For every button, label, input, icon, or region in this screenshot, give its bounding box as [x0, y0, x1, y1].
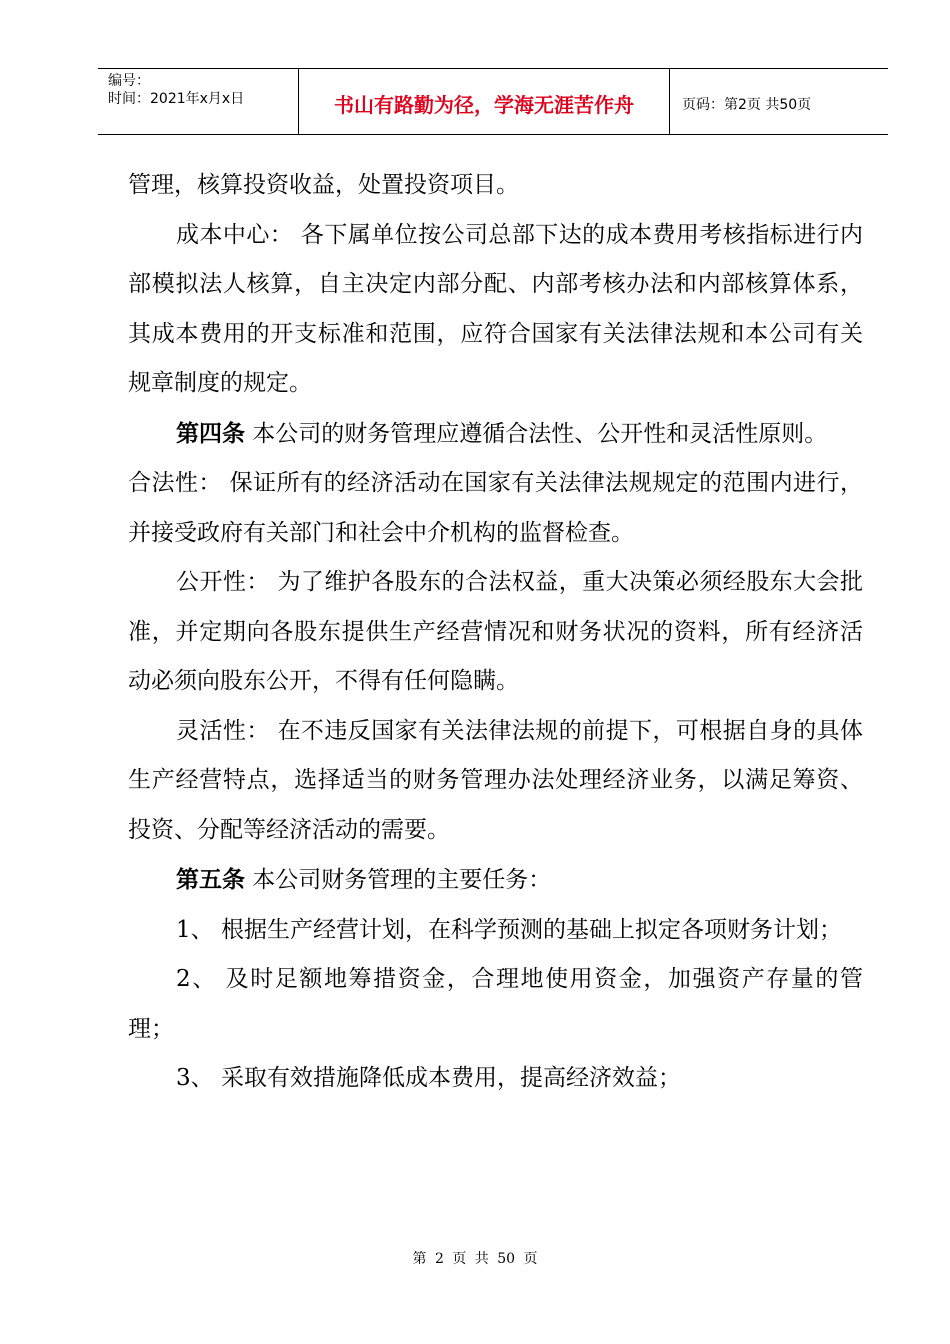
- paragraph-text: 3、 采取有效措施降低成本费用，提高经济效益；: [176, 1065, 681, 1091]
- paragraph: [128, 211, 863, 409]
- document-body: [128, 161, 863, 1104]
- paragraph: [128, 707, 863, 856]
- list-item: [128, 1054, 863, 1104]
- paragraph-text: 2、 及时足额地筹措资金，合理地使用资金，加强资产存量的管理；: [128, 966, 863, 1042]
- article-paragraph: [128, 409, 863, 460]
- article-number: 第四条: [176, 419, 245, 447]
- header-page-info: 页码：第2页 共50页: [682, 96, 812, 113]
- header-motto: 书山有路勤为径，学海无涯苦作舟: [299, 69, 670, 134]
- header-meta: [98, 69, 299, 134]
- paragraph-text: 管理，核算投资收益，处置投资项目。: [128, 172, 519, 198]
- paragraph-text: 灵活性： 在不违反国家有关法律法规的前提下，可根据自身的具体生产经营特点，选择适当的财务管理办法处理经济业务，以满足筹资、投资、分配等经济活动的需要。: [128, 717, 863, 843]
- paragraph-text: 合法性： 保证所有的经济活动在国家有关法律法规规定的范围内进行，并接受政府有关部门和社会中介机构的监督检查。: [128, 470, 863, 546]
- paragraph-text: 本公司的财务管理应遵循合法性、公开性和灵活性原则。: [245, 420, 828, 447]
- list-item: [128, 955, 863, 1054]
- paragraph: [128, 161, 863, 211]
- paragraph-text: 本公司财务管理的主要任务：: [245, 867, 552, 893]
- page-footer: 第 2 页 共 50 页: [412, 1251, 538, 1267]
- paragraph: [128, 459, 863, 558]
- list-item: [128, 906, 863, 956]
- page-header: [98, 68, 888, 135]
- paragraph-text: 成本中心： 各下属单位按公司总部下达的成本费用考核指标进行内部模拟法人核算，自主决定内部分配、内部考核办法和内部核算体系，其成本费用的开支标准和范围，应符合国家有关法律法规和本公司有关规章制度的规定。: [128, 221, 863, 396]
- article-paragraph: [128, 855, 863, 906]
- paragraph-text: 1、 根据生产经营计划，在科学预测的基础上拟定各项财务计划；: [176, 916, 842, 943]
- paragraph: [128, 558, 863, 707]
- document-date: 时间：2021年x月x日: [108, 91, 245, 107]
- document-number-label: 编号：: [108, 73, 150, 89]
- paragraph-text: 公开性： 为了维护各股东的合法权益，重大决策必须经股东大会批准，并定期向各股东提供生产经营情况和财务状况的资料，所有经济活动必须向股东公开，不得有任何隐瞒。: [128, 569, 863, 694]
- article-number: 第五条: [176, 866, 245, 893]
